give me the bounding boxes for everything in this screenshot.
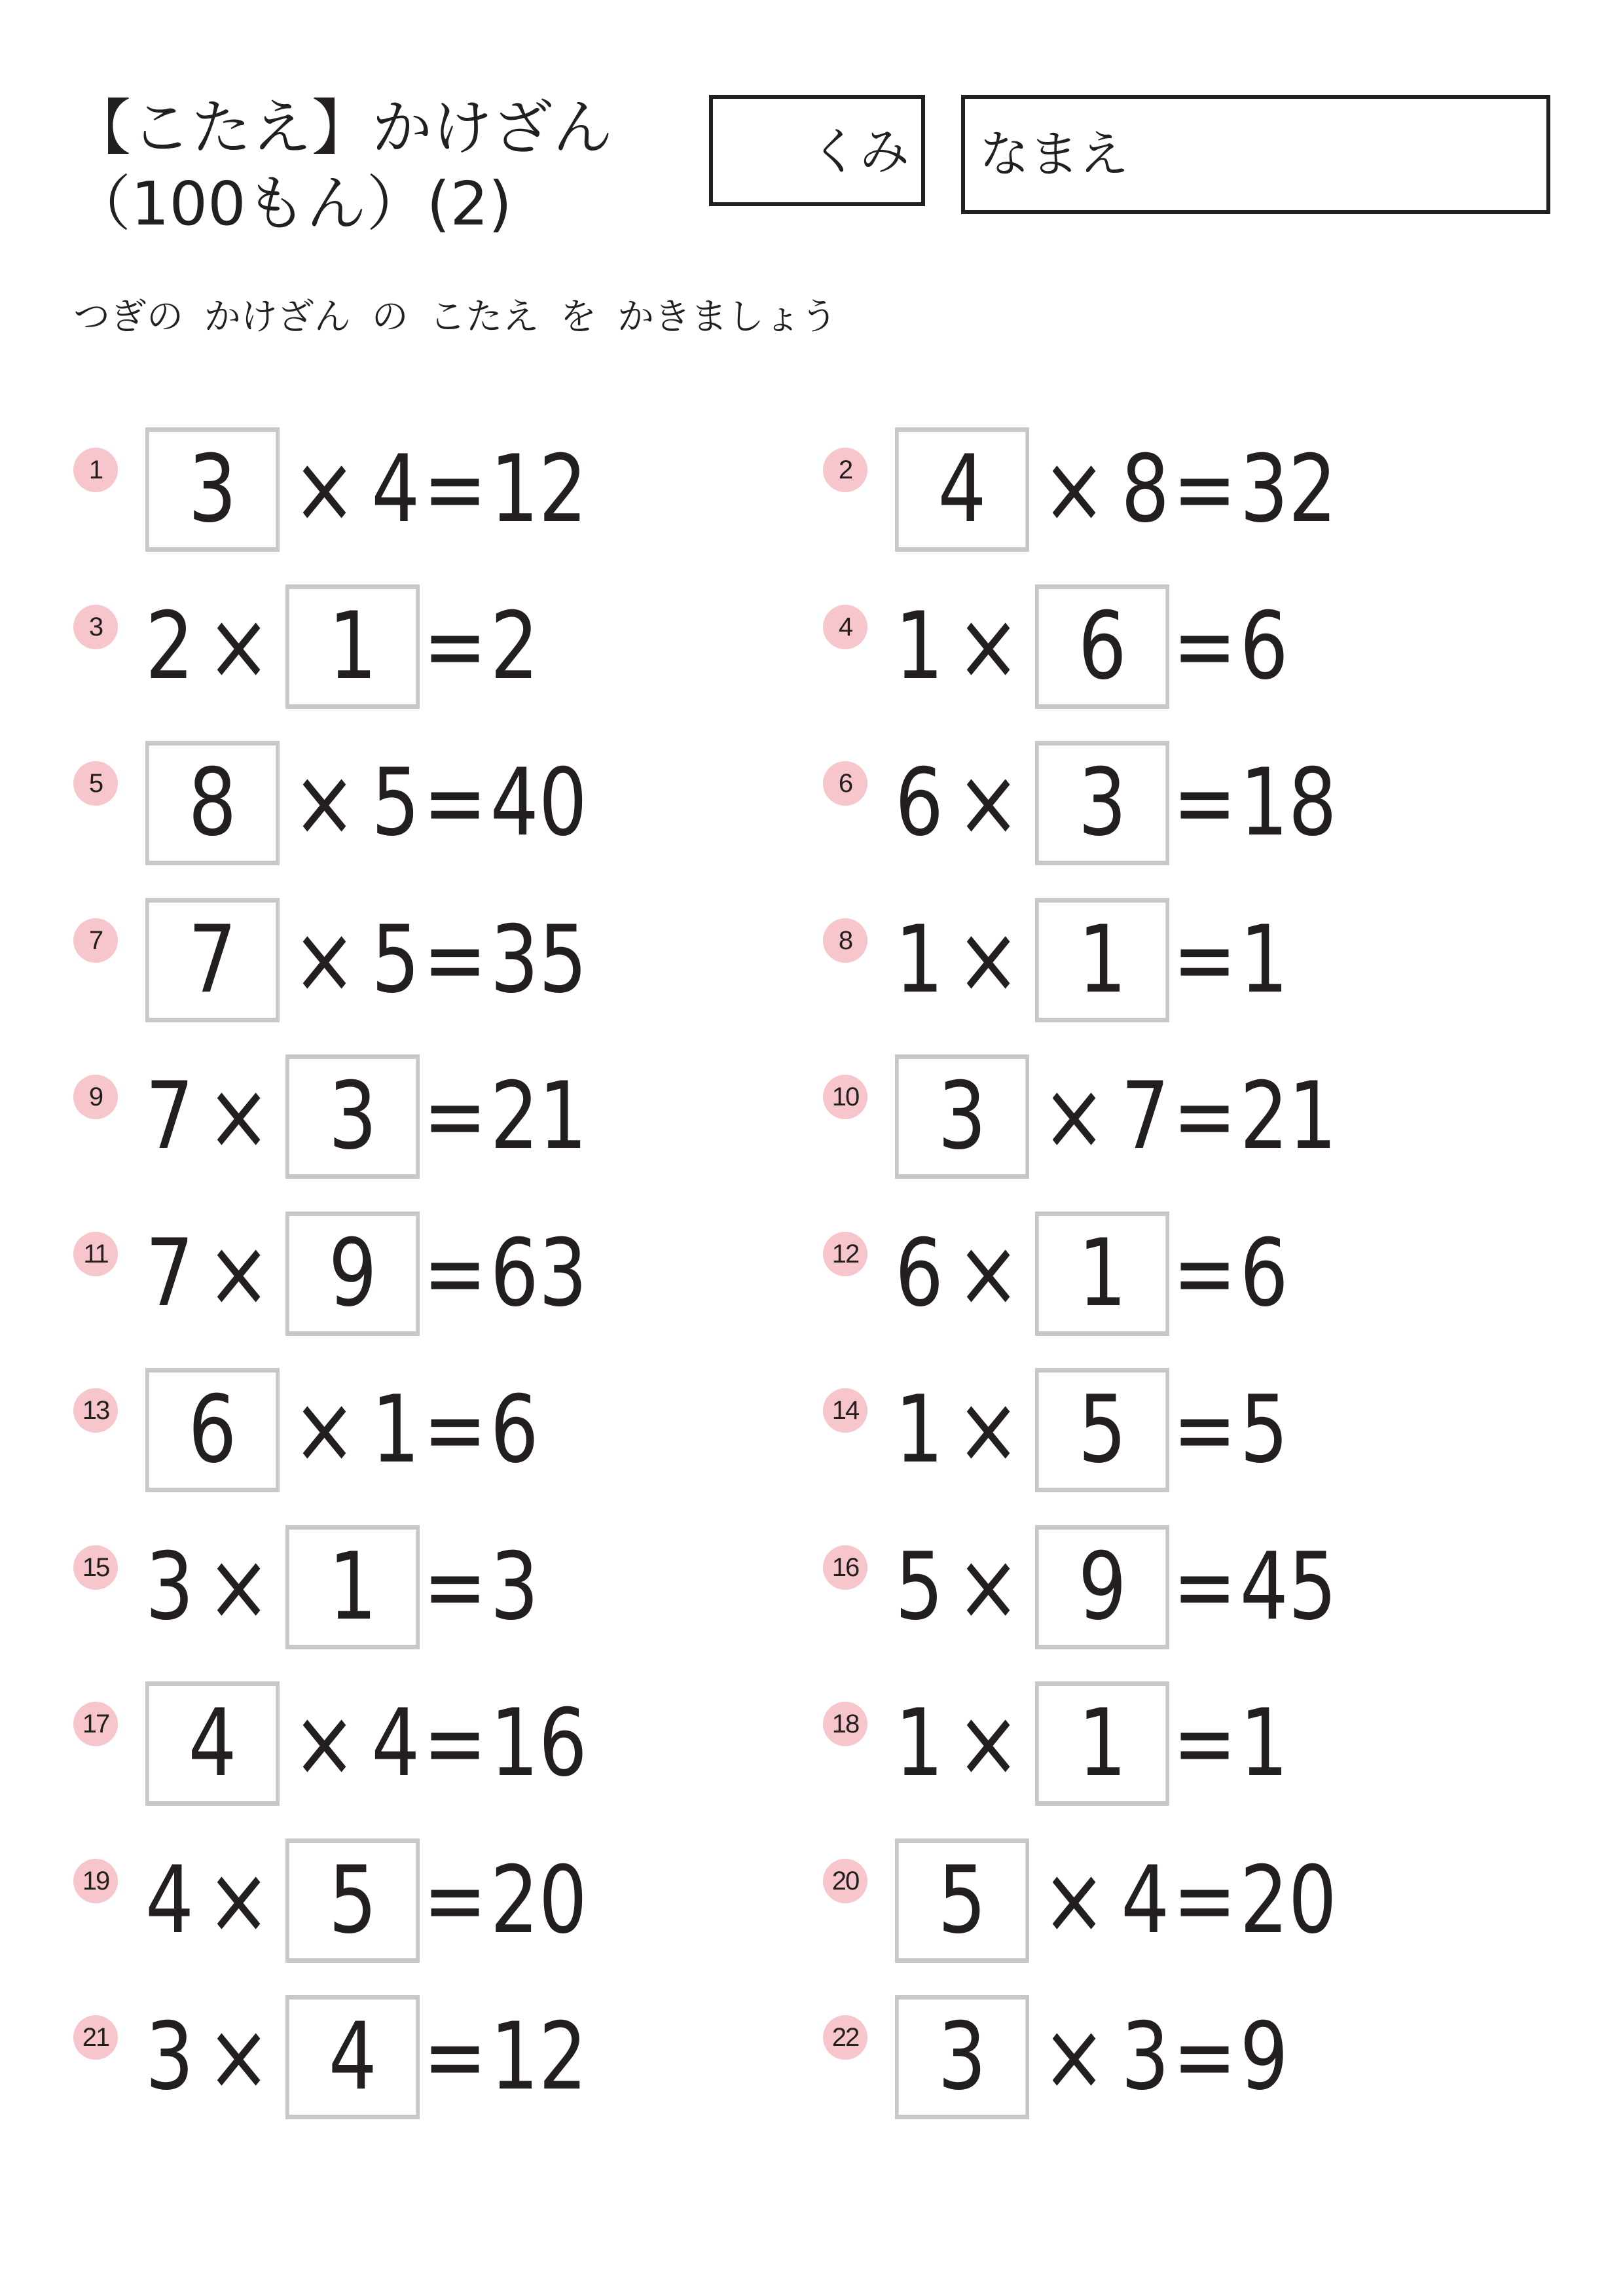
equals-sign: = <box>1173 435 1237 543</box>
answer-box[interactable]: 3 <box>895 1995 1029 2119</box>
answer-box[interactable]: 9 <box>285 1211 420 1336</box>
problem-expression <box>895 1993 1288 2121</box>
problem-number-badge: 22 <box>823 2015 867 2060</box>
product: 18 <box>1239 749 1337 857</box>
answer-box[interactable]: 1 <box>285 584 420 709</box>
problem-expression <box>895 425 1337 554</box>
equals-sign: = <box>423 1532 487 1641</box>
answer-box[interactable]: 1 <box>285 1525 420 1649</box>
problem-number-badge: 4 <box>823 605 867 649</box>
equals-sign: = <box>1173 1376 1237 1484</box>
answer-box[interactable]: 4 <box>285 1995 420 2119</box>
problem-expression <box>145 1052 587 1181</box>
operand: 1 <box>895 1376 944 1484</box>
problem-expression <box>895 1052 1337 1181</box>
product: 40 <box>490 749 587 857</box>
problem-expression <box>895 1523 1337 1651</box>
product: 1 <box>1239 905 1288 1014</box>
problem-number-badge: 5 <box>73 761 118 806</box>
multiply-sign: × <box>292 749 357 857</box>
equals-sign: = <box>423 1376 487 1484</box>
product: 12 <box>490 435 587 543</box>
problem-expression <box>145 1210 587 1338</box>
operand: 1 <box>895 1689 944 1797</box>
problem-number-badge: 7 <box>73 918 118 963</box>
equals-sign: = <box>423 592 487 700</box>
title-line-1: 【こたえ】かけざん <box>71 93 613 163</box>
answer-box[interactable]: 1 <box>1035 1211 1169 1336</box>
operand: 3 <box>145 2003 194 2111</box>
multiply-sign: × <box>956 592 1021 700</box>
multiply-sign: × <box>292 1376 357 1484</box>
problem-expression <box>895 896 1288 1024</box>
problem-expression <box>145 425 587 554</box>
multiply-sign: × <box>1042 1062 1106 1170</box>
problem-expression <box>895 1837 1337 1965</box>
product: 20 <box>1239 1846 1337 1954</box>
operand: 5 <box>371 905 420 1014</box>
equals-sign: = <box>423 1219 487 1327</box>
problem-number-badge: 11 <box>73 1232 118 1276</box>
product: 3 <box>490 1532 539 1641</box>
product: 20 <box>490 1846 587 1954</box>
equals-sign: = <box>1173 1532 1237 1641</box>
answer-box[interactable]: 3 <box>895 1054 1029 1179</box>
problem-number-badge: 15 <box>73 1545 118 1590</box>
equals-sign: = <box>423 1846 487 1954</box>
product: 21 <box>490 1062 587 1170</box>
answer-box[interactable]: 5 <box>285 1839 420 1963</box>
class-field-label: くみ <box>810 122 909 181</box>
multiply-sign: × <box>206 1062 271 1170</box>
problem-expression <box>145 1523 539 1651</box>
problem-number-badge: 14 <box>823 1388 867 1433</box>
answer-box[interactable]: 3 <box>285 1054 420 1179</box>
problem-expression <box>895 739 1337 867</box>
problem-expression <box>895 1366 1288 1494</box>
problem-number-badge: 10 <box>823 1075 867 1119</box>
name-field-label: なまえ <box>979 125 1129 183</box>
multiply-sign: × <box>292 905 357 1014</box>
multiply-sign: × <box>206 592 271 700</box>
answer-box[interactable]: 3 <box>1035 741 1169 865</box>
multiply-sign: × <box>292 1689 357 1797</box>
product: 21 <box>1239 1062 1337 1170</box>
problem-number-badge: 21 <box>73 2015 118 2060</box>
instruction-text: つぎの かけざん の こたえ を かきましょう <box>73 296 838 338</box>
problem-expression <box>145 739 587 867</box>
multiply-sign: × <box>206 1846 271 1954</box>
operand: 8 <box>1121 435 1170 543</box>
equals-sign: = <box>1173 1689 1237 1797</box>
operand: 6 <box>895 1219 944 1327</box>
answer-box[interactable]: 5 <box>895 1839 1029 1963</box>
problem-number-badge: 13 <box>73 1388 118 1433</box>
equals-sign: = <box>1173 2003 1237 2111</box>
problem-expression <box>145 1679 587 1808</box>
problem-expression <box>145 1366 539 1494</box>
product: 6 <box>490 1376 539 1484</box>
operand: 1 <box>895 905 944 1014</box>
operand: 7 <box>1121 1062 1170 1170</box>
multiply-sign: × <box>956 749 1021 857</box>
problem-number-badge: 18 <box>823 1702 867 1746</box>
multiply-sign: × <box>1042 2003 1106 2111</box>
multiply-sign: × <box>956 905 1021 1014</box>
problem-number-badge: 8 <box>823 918 867 963</box>
multiply-sign: × <box>1042 1846 1106 1954</box>
operand: 4 <box>371 1689 420 1797</box>
operand: 4 <box>145 1846 194 1954</box>
problem-number-badge: 1 <box>73 448 118 492</box>
equals-sign: = <box>423 1062 487 1170</box>
product: 5 <box>1239 1376 1288 1484</box>
problem-expression <box>145 1837 587 1965</box>
problem-number-badge: 3 <box>73 605 118 649</box>
multiply-sign: × <box>1042 435 1106 543</box>
multiply-sign: × <box>206 2003 271 2111</box>
problem-number-badge: 9 <box>73 1075 118 1119</box>
problem-number-badge: 19 <box>73 1859 118 1903</box>
answer-box[interactable]: 6 <box>1035 584 1169 709</box>
multiply-sign: × <box>206 1219 271 1327</box>
product: 12 <box>490 2003 587 2111</box>
answer-box[interactable]: 1 <box>1035 898 1169 1022</box>
operand: 3 <box>1121 2003 1170 2111</box>
product: 9 <box>1239 2003 1288 2111</box>
equals-sign: = <box>1173 1846 1237 1954</box>
equals-sign: = <box>1173 1219 1237 1327</box>
answer-box[interactable]: 1 <box>1035 1681 1169 1806</box>
operand: 3 <box>145 1532 194 1641</box>
product: 2 <box>490 592 539 700</box>
problem-expression <box>145 896 587 1024</box>
operand: 4 <box>1121 1846 1170 1954</box>
operand: 4 <box>371 435 420 543</box>
equals-sign: = <box>1173 905 1237 1014</box>
problem-number-badge: 2 <box>823 448 867 492</box>
equals-sign: = <box>423 905 487 1014</box>
product: 6 <box>1239 1219 1288 1327</box>
multiply-sign: × <box>292 435 357 543</box>
multiply-sign: × <box>206 1532 271 1641</box>
product: 16 <box>490 1689 587 1797</box>
problem-number-badge: 12 <box>823 1232 867 1276</box>
multiply-sign: × <box>956 1376 1021 1484</box>
problem-expression <box>145 1993 587 2121</box>
problem-expression <box>895 583 1288 711</box>
answer-box[interactable]: 4 <box>145 1681 280 1806</box>
product: 6 <box>1239 592 1288 700</box>
operand: 5 <box>895 1532 944 1641</box>
problem-number-badge: 17 <box>73 1702 118 1746</box>
equals-sign: = <box>1173 749 1237 857</box>
multiply-sign: × <box>956 1219 1021 1327</box>
operand: 2 <box>145 592 194 700</box>
operand: 6 <box>895 749 944 857</box>
problem-number-badge: 20 <box>823 1859 867 1903</box>
operand: 1 <box>895 592 944 700</box>
equals-sign: = <box>423 749 487 857</box>
operand: 7 <box>145 1219 194 1327</box>
equals-sign: = <box>1173 1062 1237 1170</box>
multiply-sign: × <box>956 1532 1021 1641</box>
answer-box[interactable]: 5 <box>1035 1368 1169 1492</box>
product: 1 <box>1239 1689 1288 1797</box>
operand: 5 <box>371 749 420 857</box>
product: 32 <box>1239 435 1337 543</box>
answer-box[interactable]: 7 <box>145 898 280 1022</box>
answer-box[interactable]: 9 <box>1035 1525 1169 1649</box>
problem-expression <box>895 1679 1288 1808</box>
title-line-2: （100もん）(2) <box>71 169 512 239</box>
answer-box[interactable]: 8 <box>145 741 280 865</box>
multiply-sign: × <box>956 1689 1021 1797</box>
answer-box[interactable]: 6 <box>145 1368 280 1492</box>
product: 35 <box>490 905 587 1014</box>
equals-sign: = <box>423 2003 487 2111</box>
equals-sign: = <box>423 435 487 543</box>
equals-sign: = <box>1173 592 1237 700</box>
problem-number-badge: 6 <box>823 761 867 806</box>
problem-expression <box>895 1210 1288 1338</box>
answer-box[interactable]: 3 <box>145 427 280 552</box>
problem-expression <box>145 583 539 711</box>
equals-sign: = <box>423 1689 487 1797</box>
problem-number-badge: 16 <box>823 1545 867 1590</box>
product: 45 <box>1239 1532 1337 1641</box>
product: 63 <box>490 1219 587 1327</box>
answer-box[interactable]: 4 <box>895 427 1029 552</box>
operand: 7 <box>145 1062 194 1170</box>
operand: 1 <box>371 1376 420 1484</box>
